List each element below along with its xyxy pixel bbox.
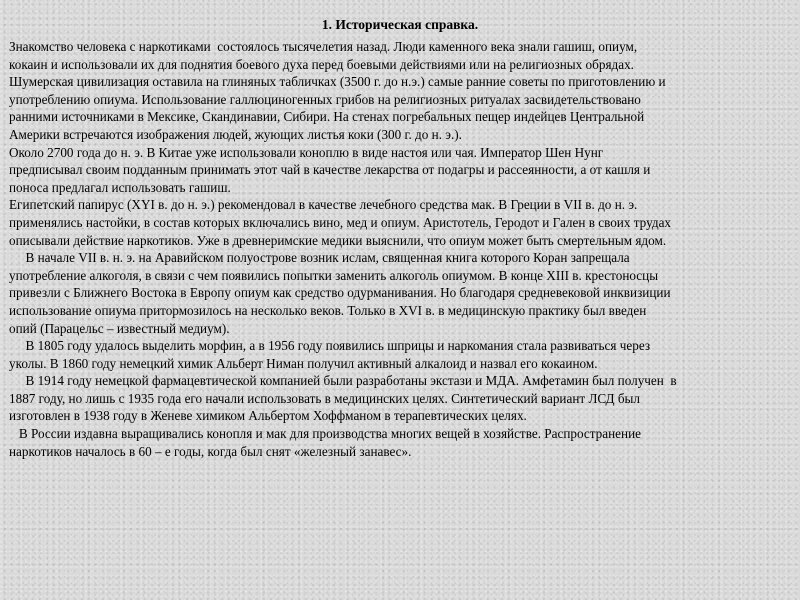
slide-title: 1. Историческая справка. (321, 17, 479, 32)
text-line: Америки встречаются изображения людей, жующих листья коки (300 г. до н. э.). (9, 126, 462, 142)
text-line: предписывал своим подданным принимать этот чай в качестве лекарства от подагры и рассеянности, а от кашля и (9, 162, 651, 178)
text-line: Шумерская цивилизация оставила на глиняных табличках (3500 г. до н.э.) самые ранние советы по приготовлению и (9, 74, 666, 90)
text-line: 1887 году, но лишь с 1935 года его начали использовать в медицинских целях. Синтетический вариант ЛСД был (9, 390, 640, 406)
text-line: употреблению опиума. Использование галлюциногенных грибов на религиозных ритуалах засвидетельствовано (9, 91, 641, 107)
text-line: привезли с Ближнего Востока в Европу опиум как средство одурманивания. Но благодаря средневековой инквизиции (9, 285, 671, 301)
text-line: описывали действие наркотиков. Уже в древнеримские медики выяснили, что опиум может быть смертельным ядом. (9, 232, 667, 248)
text-line: Египетский папирус (XYI в. до н. э.) рекомендовал в качестве лечебного средства мак. В Греции в VII в. до н. э. (9, 197, 638, 213)
slide-body (9, 38, 791, 460)
text-line: поноса предлагал использовать гашиш. (9, 179, 231, 195)
text-line: применялись настойки, в состав которых включались вино, мед и опиум. Аристотель, Геродот и Гален в своих трудах (9, 214, 672, 230)
text-line: опий (Парацельс – известный медиум). (9, 320, 230, 336)
text-line: изготовлен в 1938 году в Женеве химиком Альбертом Хоффманом в терапевтических целях. (9, 408, 527, 424)
text-line: В России издавна выращивались конопля и мак для производства многих вещей в хозяйстве. Распространение (9, 426, 642, 442)
text-line: В 1805 году удалось выделить морфин, а в 1956 году появились шприцы и наркомания стала развиваться через (9, 338, 651, 354)
text-line: Знакомство человека с наркотиками состоялось тысячелетия назад. Люди каменного века знали гашиш, опиум, (9, 39, 638, 54)
text-line: ранними источниками в Мексике, Скандинавии, Сибири. На стенах погребальных пещер индейцев Центральной (9, 109, 645, 125)
text-line: использование опиума притормозилось на несколько веков. Только в XVI в. в медицинскую практику был введен (9, 302, 647, 318)
text-line: В 1914 году немецкой фармацевтической компанией были разработаны экстази и МДА. Амфетамин был получен в (9, 373, 677, 389)
text-line: В начале VII в. н. э. на Аравийском полуострове возник ислам, священная книга которого Коран запрещала (9, 250, 630, 266)
text-line: уколы. В 1860 году немецкий химик Альберт Ниман получил активный алкалоид и назвал его кокаином. (9, 355, 598, 371)
text-line: Около 2700 года до н. э. В Китае уже использовали коноплю в виде настоя или чая. Император Шен Нунг (9, 144, 604, 160)
text-line: употребление алкоголя, в связи с чем появились попытки заменить алкоголь опиумом. В конце XIII в. крестоносцы (9, 267, 659, 283)
text-line: наркотиков началось в 60 – е годы, когда был снят «железный занавес». (9, 443, 412, 459)
text-line: кокаин и использовали их для поднятия боевого духа перед боевыми действиями или на религиозных обрядах. (9, 56, 634, 72)
